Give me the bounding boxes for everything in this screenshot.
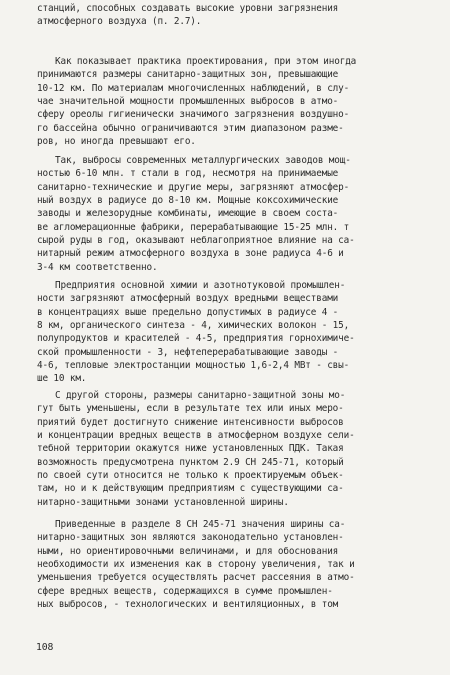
paragraph-chemical-industry [37,279,450,386]
text-line: нитарно-защитными зонами установленной ширины. [37,496,289,508]
page-number: 108 [36,642,54,653]
paragraph-continuation [37,2,450,29]
text-line: чае значительной мощности промышленных выбросов в атмо- [37,96,339,108]
text-line: 4-6, тепловые электростанции мощностью 1,6-2,4 МВт - свы- [37,360,350,372]
text-line: ве агломерационные фабрики, перерабатывающие 15-25 млн. т [37,221,350,233]
text-line: нитарно-защитных зон являются законодательно установлен- [37,532,344,544]
text-line: 8 км, органического синтеза - 4, химических волокон - 15, [37,320,350,332]
text-line: приятий будет достигнуто снижение интенсивности выбросов [37,416,344,428]
text-line: заводы и железорудные комбинаты, имеющие в своем соста- [37,208,339,220]
text-line: там, но и к действующим предприятиям с существующими са- [37,483,344,495]
text-line: нитарный режим атмосферного воздуха в зоне радиуса 4-6 и [37,248,344,260]
paragraph-regulation [37,518,450,611]
text-line: С другой стороны, размеры санитарно-защитной зоны мо- [55,390,346,401]
text-line: возможность предусмотрена пунктом 2.9 СН 245-71, который [37,456,344,468]
text-line: Приведенные в разделе 8 СН 245-71 значения ширины са- [55,519,346,530]
text-line: Как показывает практика проектирования, при этом иногда [55,56,357,67]
text-line: 10-12 км. По материалам многочисленных наблюдений, в слу- [37,82,350,94]
text-line: ности загрязняют атмосферный воздух вредными веществами [37,293,339,305]
text-line: ными, но ориентировочными величинами, и для обоснования [37,545,339,557]
text-line: сырой руды в год, оказывают неблагоприятное влияние на са- [37,235,355,247]
text-line: ностью 6-10 млн. т стали в год, несмотря на принимаемые [37,168,339,180]
paragraph-zone-reduction [37,389,450,509]
paragraph-sanitary-zone-practice [37,55,450,148]
text-line: ных выбросов, - технологических и вентиляционных, в том [37,599,339,611]
text-line: и концентрации вредных веществ в атмосферном воздухе сели- [37,430,355,442]
paragraph-metallurgy [37,154,450,274]
text-line: уменьшения требуется осуществлять расчет рассеяния в атмо- [37,572,355,584]
text-line: принимаются размеры санитарно-защитных зон, превышающие [37,69,339,81]
text-line: тебной территории окажутся ниже установленных ПДК. Такая [37,443,344,455]
text-line: Предприятия основной химии и азотнотуковой промышлен- [55,280,346,291]
text-line: сфере вредных веществ, содержащихся в сумме промышлен- [37,585,333,597]
text-line: го бассейна обычно ограничиваются этим диапазоном разме- [37,122,344,134]
text-line: по своей сути относится не только к проектируемым объек- [37,470,344,482]
text-line: ный воздух в радиусе до 8-10 км. Мощные коксохимические [37,195,339,207]
text-line: ской промышленности - 3, нефтеперерабатывающие заводы - [37,346,339,358]
text-line: сферу ореолы гигиенически значимого загрязнения воздушно- [37,109,350,121]
text-line: атмосферного воздуха (п. 2.7). [37,16,202,28]
text-line: 3-4 км соответственно. [37,261,158,273]
text-line: полупродуктов и красителей - 4-5, предприятия горнохимиче- [37,333,355,345]
text-line: санитарно-технические и другие меры, загрязняют атмосфер- [37,181,350,193]
text-line: ров, но иногда превышают его. [37,136,196,148]
text-line: необходимости их изменения как в сторону увеличения, так и [37,559,355,571]
text-line: в концентрациях выше предельно допустимых в радиусе 4 - [37,306,339,318]
text-line: Так, выбросы современных металлургических заводов мощ- [55,155,351,166]
text-line: станций, способных создавать высокие уровни загрязнения [37,3,339,14]
text-line: ше 10 км. [37,373,87,385]
text-line: гут быть уменьшены, если в результате тех или иных меро- [37,403,344,415]
